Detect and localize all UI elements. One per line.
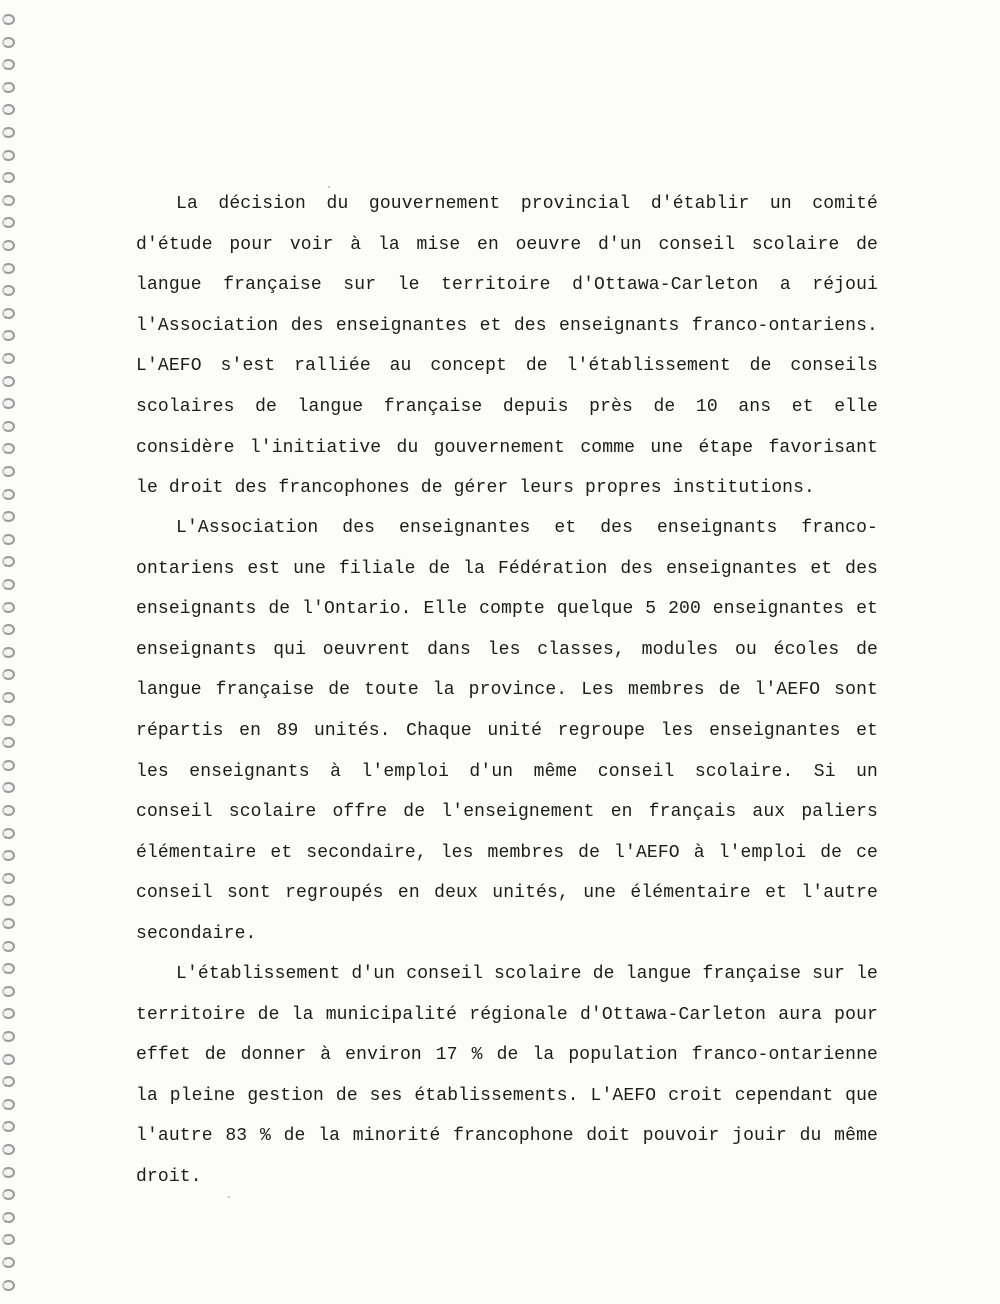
binding-ring	[2, 918, 15, 929]
paragraph-2: L'Association des enseignantes et des enseignants franco-ontariens est une filiale de la Fédération des enseignantes et des enseignants de l'Ontario. Elle compte quelque 5 200 enseignantes et enseignants qui oeuvrent dans les classes, modules ou écoles de langue française de toute la province. Les membres de l'AEFO sont répartis en 89 unités. Chaque unité regroupe les enseignantes et les enseignants à l'emploi d'un même conseil scolaire. Si un conseil scolaire offre de l'enseignement en français aux paliers élémentaire et secondaire, les membres de l'AEFO à l'emploi de ce conseil sont regroupés en deux unités, une élémentaire et l'autre secondaire.	[136, 518, 878, 944]
binding-ring	[2, 669, 15, 680]
binding-ring	[2, 1257, 15, 1268]
binding-ring	[2, 82, 15, 93]
binding-ring	[2, 489, 15, 500]
binding-ring	[2, 782, 15, 793]
paper-speck	[328, 186, 330, 188]
binding-ring	[2, 624, 15, 635]
binding-ring	[2, 941, 15, 952]
binding-ring	[2, 647, 15, 658]
binding-ring	[2, 150, 15, 161]
binding-ring	[2, 1008, 15, 1019]
binding-ring	[2, 353, 15, 364]
binding-ring	[2, 398, 15, 409]
paper-speck	[228, 1196, 230, 1198]
paragraph-3: L'établissement d'un conseil scolaire de langue française sur le territoire de la municipalité régionale d'Ottawa-Carleton aura pour effet de donner à environ 17 % de la population franco-ontarienne la pleine gestion de ses établissements. L'AEFO croit cependant que l'autre 83 % de la minorité francophone doit pouvoir jouir du même droit.	[136, 964, 878, 1187]
binding-ring	[2, 285, 15, 296]
paragraph-1: La décision du gouvernement provincial d'établir un comité d'étude pour voir à la mise en oeuvre d'un conseil scolaire de langue française sur le territoire d'Ottawa-Carleton a réjoui l'Association des enseignantes et des enseignants franco-ontariens. L'AEFO s'est ralliée au concept de l'établissement de conseils scolaires de langue française depuis près de 10 ans et elle considère l'initiative du gouvernement comme une étape favorisant le droit des francophones de gérer leurs propres institutions.	[136, 194, 878, 499]
binding-ring	[2, 37, 15, 48]
paragraph-2-container	[136, 508, 878, 955]
binding-ring	[2, 1076, 15, 1087]
binding-ring	[2, 104, 15, 115]
binding-ring	[2, 1031, 15, 1042]
binding-ring	[2, 308, 15, 319]
binding-ring	[2, 330, 15, 341]
binding-ring	[2, 217, 15, 228]
binding-ring	[2, 263, 15, 274]
binding-ring	[2, 873, 15, 884]
binding-ring	[2, 737, 15, 748]
paragraph-1-container	[136, 184, 878, 509]
binding-ring	[2, 1121, 15, 1132]
binding-ring	[2, 172, 15, 183]
binding-ring	[2, 534, 15, 545]
binding-ring	[2, 579, 15, 590]
spiral-binding	[0, 0, 26, 1304]
binding-ring	[2, 127, 15, 138]
binding-ring	[2, 1054, 15, 1065]
binding-ring	[2, 376, 15, 387]
binding-ring	[2, 556, 15, 567]
binding-ring	[2, 895, 15, 906]
binding-ring	[2, 986, 15, 997]
binding-ring	[2, 828, 15, 839]
binding-ring	[2, 14, 15, 25]
binding-ring	[2, 443, 15, 454]
binding-ring	[2, 805, 15, 816]
binding-ring	[2, 1212, 15, 1223]
binding-ring	[2, 850, 15, 861]
binding-ring	[2, 1167, 15, 1178]
paragraph-3-container	[136, 954, 878, 1198]
binding-ring	[2, 760, 15, 771]
binding-ring	[2, 963, 15, 974]
binding-ring	[2, 1234, 15, 1245]
binding-ring	[2, 421, 15, 432]
binding-ring	[2, 59, 15, 70]
binding-ring	[2, 715, 15, 726]
binding-ring	[2, 1189, 15, 1200]
binding-ring	[2, 1280, 15, 1291]
binding-ring	[2, 195, 15, 206]
binding-ring	[2, 511, 15, 522]
binding-ring	[2, 466, 15, 477]
binding-ring	[2, 1099, 15, 1110]
binding-ring	[2, 240, 15, 251]
binding-ring	[2, 1144, 15, 1155]
binding-ring	[2, 692, 15, 703]
binding-ring	[2, 602, 15, 613]
